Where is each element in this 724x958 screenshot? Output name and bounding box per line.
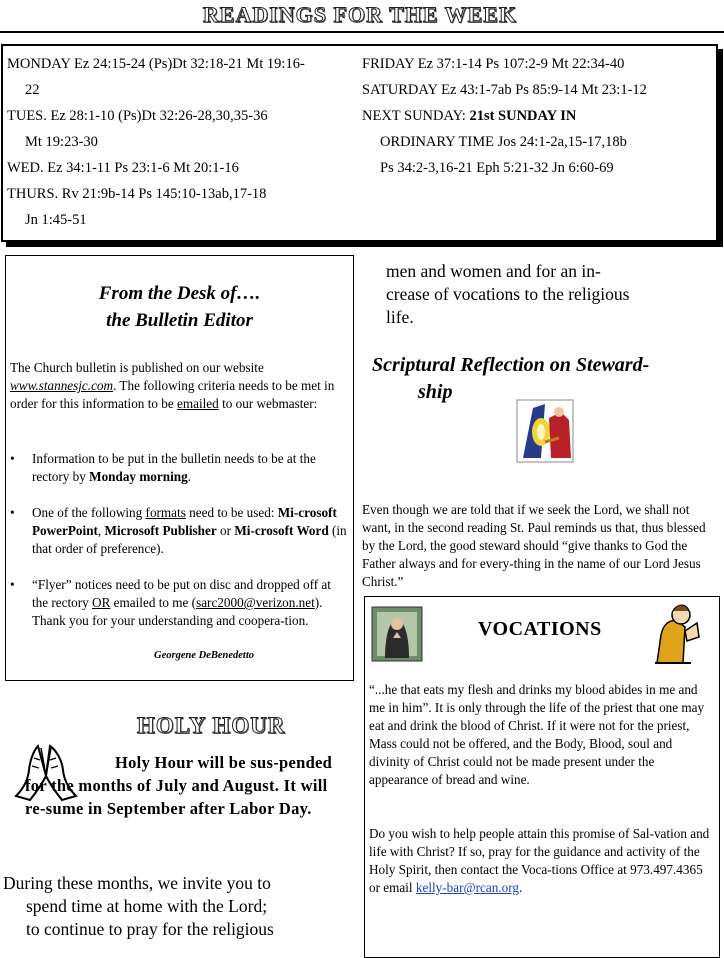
holy-hour-invite: During these months, we invite you to spend time at home with the Lord; to continue to pray for the religious (3, 873, 274, 939)
vocations-email-link[interactable]: kelly-bar@rcan.org (415, 880, 519, 895)
day-label: THURS. (7, 186, 59, 202)
reading-next-sunday: NEXT SUNDAY: 21st SUNDAY IN ORDINARY TIME Jos 24:1-2a,15-17,18b Ps 34:2-3,16-21 Eph 5:21-32 Jn 6:60-69 (362, 108, 627, 176)
vocations-contact: Do you wish to help people attain this promise of Sal-vation and life with Christ? If so, pray for the guidance and activity of the Holy Spirit, then contact the Voca-tions Office at 973.497.4365 or email kelly-bar@rcan.org. (369, 826, 710, 895)
candle-offering-icon (515, 398, 575, 464)
reading-thurs: THURS. Rv 21:9b-14 Ps 145:10-13ab,17-18 Jn 1:45-51 (7, 186, 267, 228)
day-label: SATURDAY (362, 82, 438, 98)
reading-wed: WED. Ez 34:1-11 Ps 23:1-6 Mt 20:1-16 (7, 160, 239, 176)
editor-heading: From the Desk of…. the Bulletin Editor (98, 283, 261, 331)
readings-right-column (362, 51, 712, 181)
day-label: FRIDAY (362, 56, 415, 72)
list-item: • Information to be put in the bulletin needs to be at the rectory by Monday morning. (6, 450, 349, 486)
editor-signature: Georgene DeBenedetto (154, 650, 255, 661)
email-link[interactable]: sarc2000@verizon.net (196, 595, 315, 610)
page-header (0, 0, 724, 32)
reading-monday: MONDAY Ez 24:15-24 (Ps)Dt 32:18-21 Mt 19:16- 22 (7, 56, 305, 98)
holy-hour-title: HOLY HOUR (137, 713, 286, 738)
day-label: TUES. (7, 108, 47, 124)
holy-hour-continuation: men and women and for an in- crease of vocations to the religious life. (386, 261, 630, 327)
day-label: NEXT SUNDAY: (362, 108, 466, 124)
reading-saturday: SATURDAY Ez 43:1-7ab Ps 85:9-14 Mt 23:1-12 (362, 82, 647, 98)
website-link[interactable]: www.stannesjc.com (10, 378, 114, 393)
list-item: • One of the following formats need to be used: Mi-crosoft PowerPoint, Microsoft Publisher or Mi-crosoft Word (in that order of preference). (6, 504, 349, 558)
header-rule (0, 31, 724, 33)
day-label: WED. (7, 160, 44, 176)
vocations-box (364, 596, 720, 958)
readings-box (1, 44, 718, 242)
editor-intro: The Church bulletin is published on our website www.stannesjc.com. The following criteria needs to be met in order for this information to be emailed to our webmaster: (10, 360, 335, 411)
criteria-list (6, 450, 349, 648)
day-label: MONDAY (7, 56, 71, 72)
vocations-quote: “...he that eats my flesh and drinks my blood abides in me and me in him”. It is only through the life of the priest that one may eat and drink the blood of Christ. If it were not for the priest, Mass could not be offered, and the Body, Blood, soul and divinity of Christ could not be made present under the appearance of bread and wine. (369, 682, 705, 787)
bulletin-editor-box (5, 255, 354, 681)
reflection-title: Scriptural Reflection on Steward- ship (372, 354, 650, 403)
praying-woman-icon (371, 606, 423, 662)
reflection-body: Even though we are told that if we seek the Lord, we shall not want, in the second reading St. Paul reminds us that, thus blessed by the Lord, the good steward should “give thanks to God the Father always and for every-thing in the name of our Lord Jesus Christ.” (362, 502, 706, 589)
page-title: READINGS FOR THE WEEK (202, 2, 518, 27)
list-item: • “Flyer” notices need to be put on disc and dropped off at the rectory OR emailed to me (sarc2000@verizon.net). Thank you for your understanding and coopera-tion. (6, 576, 349, 630)
holy-hour-notice: Holy Hour will be sus-pended for the months of July and August. It will re-sume in September after Labor Day. (25, 753, 333, 818)
reading-friday: FRIDAY Ez 37:1-14 Ps 107:2-9 Mt 22:34-40 (362, 56, 625, 72)
reading-tues: TUES. Ez 28:1-10 (Ps)Dt 32:26-28,30,35-36 Mt 19:23-30 (7, 108, 268, 150)
readings-left-column (7, 51, 352, 233)
praying-child-icon (651, 601, 705, 665)
vocations-title: VOCATIONS (478, 618, 602, 640)
